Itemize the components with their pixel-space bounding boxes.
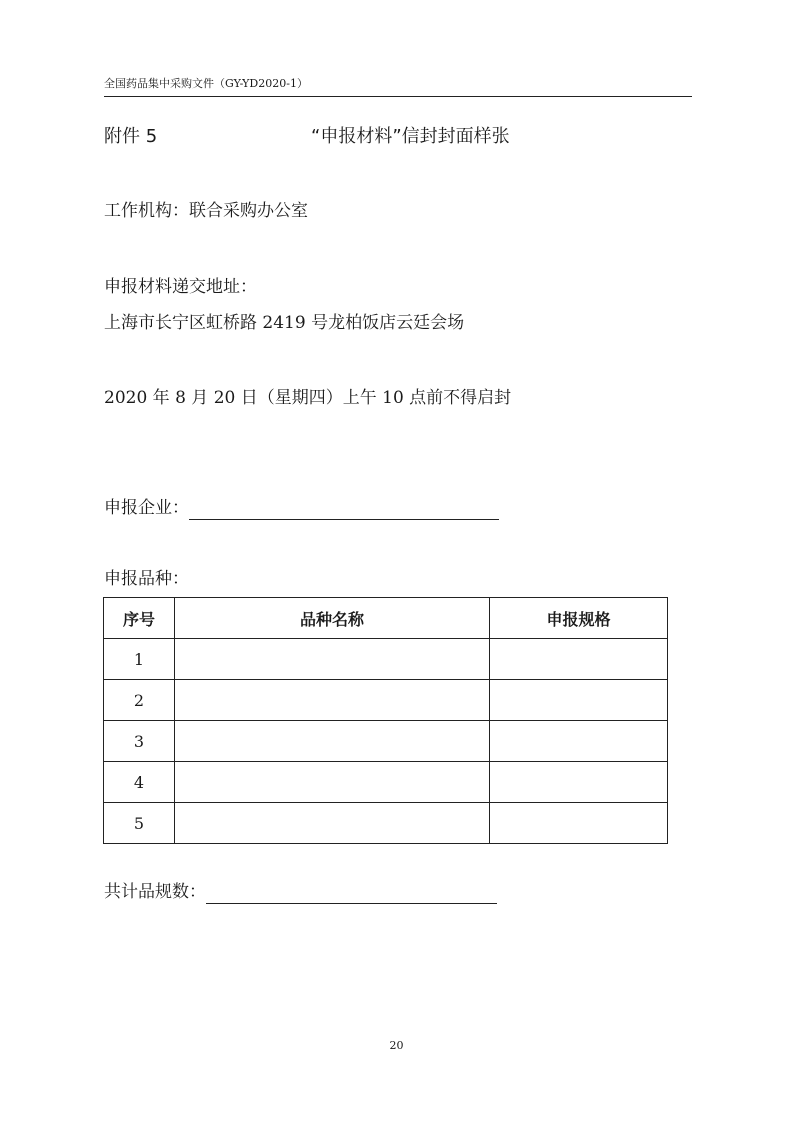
address-text: 上海市长宁区虹桥路 2419 号龙柏饭店云廷会场 [104, 313, 465, 333]
deadline-text: 2020 年 8 月 20 日（星期四）上午 10 点前不得启封 [104, 388, 512, 408]
company-blank[interactable] [189, 497, 499, 520]
table-row [104, 680, 668, 721]
company-line [104, 496, 499, 520]
table-row [104, 762, 668, 803]
row-name-cell[interactable] [175, 680, 490, 721]
row-name-cell[interactable] [175, 803, 490, 844]
total-label: 共计品规数： [104, 882, 206, 902]
page-title: “申报材料”信封封面样张 [311, 126, 510, 147]
header-text: 全国药品集中采购文件（GY-YD2020-1） [104, 77, 308, 90]
total-line [104, 880, 497, 904]
page-number: 20 [389, 1039, 404, 1052]
table-row [104, 639, 668, 680]
page-header [104, 76, 692, 97]
row-name-cell[interactable] [175, 639, 490, 680]
row-no: 2 [104, 680, 175, 721]
row-spec-cell[interactable] [490, 680, 668, 721]
row-spec-cell[interactable] [490, 721, 668, 762]
agency-line: 工作机构：联合采购办公室 [104, 201, 308, 221]
row-spec-cell[interactable] [490, 639, 668, 680]
row-name-cell[interactable] [175, 762, 490, 803]
header-no: 序号 [104, 598, 175, 639]
table-header-row [104, 598, 668, 639]
row-no: 3 [104, 721, 175, 762]
variety-table [103, 597, 668, 844]
header-spec: 申报规格 [490, 598, 668, 639]
row-no: 1 [104, 639, 175, 680]
row-no: 4 [104, 762, 175, 803]
row-spec-cell[interactable] [490, 762, 668, 803]
address-label: 申报材料递交地址： [104, 277, 257, 297]
table-row [104, 721, 668, 762]
attachment-label: 附件 5 [104, 126, 158, 147]
total-blank[interactable] [206, 881, 497, 904]
header-name: 品种名称 [175, 598, 490, 639]
variety-label: 申报品种： [104, 569, 189, 589]
row-no: 5 [104, 803, 175, 844]
row-name-cell[interactable] [175, 721, 490, 762]
table-row [104, 803, 668, 844]
company-label: 申报企业： [104, 498, 189, 518]
title-row [104, 123, 692, 151]
row-spec-cell[interactable] [490, 803, 668, 844]
